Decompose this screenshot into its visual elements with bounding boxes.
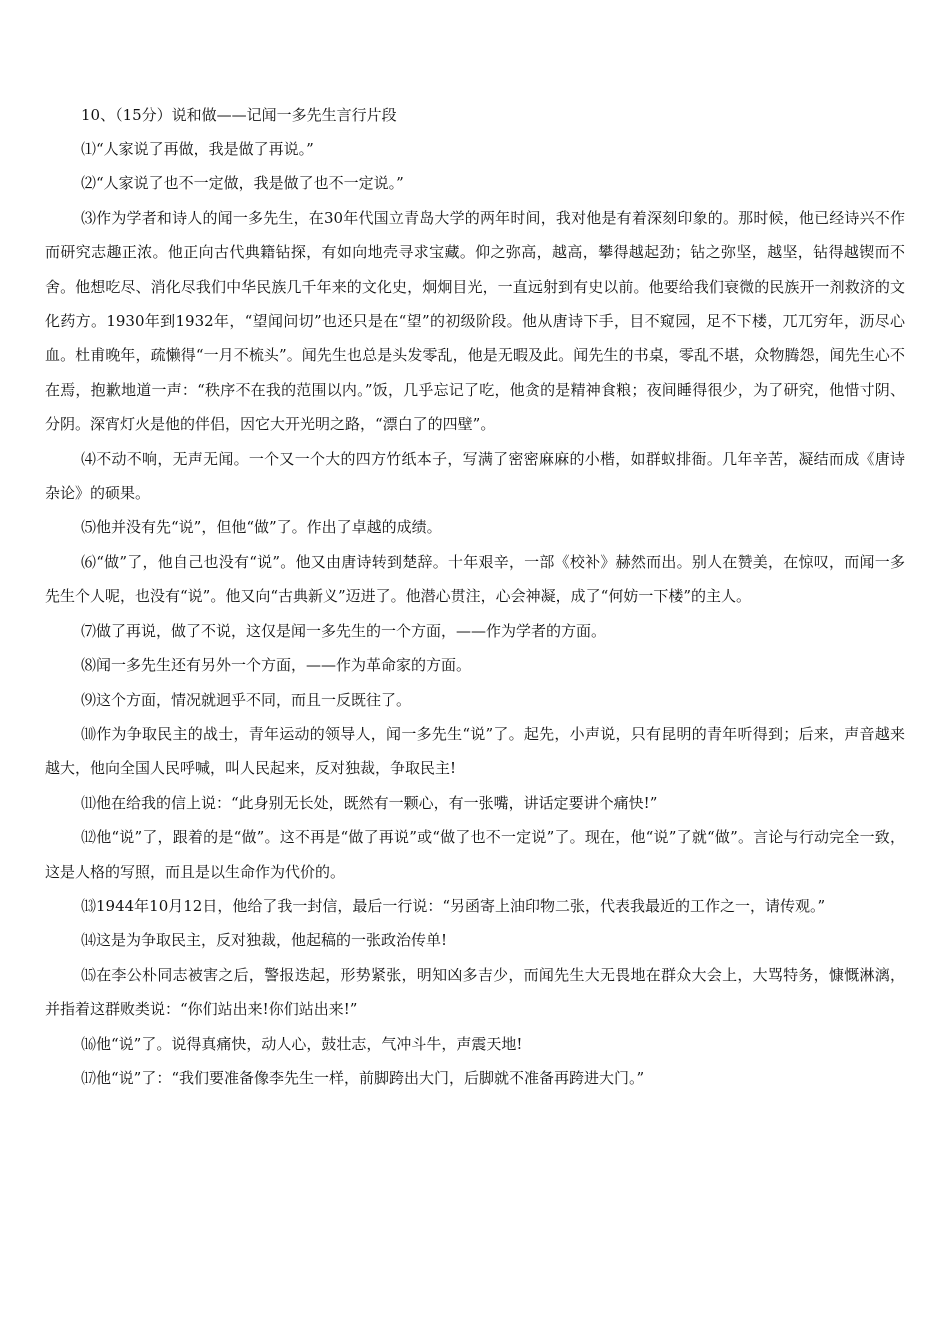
paragraph-6: ⑹“做”了，他自己也没有“说”。他又由唐诗转到楚辞。十年艰辛，一部《校补》赫然而出。别人在赞美，在惊叹，而闻一多先生个人呢，也没有“说”。他又向“古典新义”迈进了。他潜心贯注，心会神凝，成了“何妨一下楼”的主人。	[45, 552, 905, 606]
paragraph-7: ⑺做了再说，做了不说，这仅是闻一多先生的一个方面，——作为学者的方面。	[81, 621, 607, 640]
paragraph-2: ⑵“人家说了也不一定做，我是做了也不一定说。”	[81, 174, 404, 193]
paragraph-13: ⒀1944年10月12日，他给了我一封信，最后一行说：“另函寄上油印物二张，代表我最近的工作之一，请传观。”	[81, 896, 826, 915]
paragraph-15: ⒂在李公朴同志被害之后，警报迭起，形势紧张，明知凶多吉少，而闻先生大无畏地在群众大会上，大骂特务，慷慨淋漓，并指着这群败类说：“你们站出来!你们站出来!”	[45, 965, 905, 1019]
paragraph-5: ⑸他并没有先“说”，但他“做”了。作出了卓越的成绩。	[81, 518, 442, 537]
reading-passage	[45, 98, 905, 1095]
paragraph-14: ⒁这是为争取民主，反对独裁，他起稿的一张政治传单!	[81, 931, 448, 950]
paragraph-17: ⒄他“说”了：“我们要准备像李先生一样，前脚跨出大门，后脚就不准备再跨进大门。”	[81, 1068, 645, 1087]
paragraph-12: ⑿他“说”了，跟着的是“做”。这不再是“做了再说”或“做了也不一定说”了。现在，他“说”了就“做”。言论与行动完全一致，这是人格的写照，而且是以生命作为代价的。	[45, 828, 905, 881]
paragraph-8: ⑻闻一多先生还有另外一个方面，——作为革命家的方面。	[81, 656, 472, 675]
paragraph-3: ⑶作为学者和诗人的闻一多先生，在30年代国立青岛大学的两年时间，我对他是有着深刻印象的。那时候，他已经诗兴不作而研究志趣正浓。他正向古代典籍钻探，有如向地壳寻求宝藏。仰之弥高，越高，攀得越起劲；钻之弥坚，越坚，钻得越锲而不舍。他想吃尽、消化尽我们中华民族几千年来的文化史，炯炯目光，一直远射到有史以前。他要给我们衰微的民族开一剂救济的文化药方。1930年到1932年，“望闻问切”也还只是在“望”的初级阶段。他从唐诗下手，目不窥园，足不下楼，兀兀穷年，沥尽心血。杜甫晚年，疏懒得“一月不梳头”。闻先生也总是头发零乱，他是无暇及此。闻先生的书桌，零乱不堪，众物腾怨，闻先生心不在焉，抱歉地道一声：“秩序不在我的范围以内。”饭，几乎忘记了吃，他贪的是精神食粮；夜间睡得很少，为了研究，他惜寸阴、分阴。深宵灯火是他的伴侣，因它大开光明之路，“漂白了的四壁”。	[45, 208, 905, 434]
paragraph-16: ⒃他“说”了。说得真痛快，动人心，鼓壮志，气冲斗牛，声震天地!	[81, 1034, 523, 1053]
paragraph-10: ⑽作为争取民主的战士，青年运动的领导人，闻一多先生“说”了。起先，小声说，只有昆明的青年听得到；后来，声音越来越大，他向全国人民呼喊，叫人民起来，反对独裁，争取民主!	[45, 724, 905, 778]
paragraph-9: ⑼这个方面，情况就迥乎不同，而且一反既往了。	[81, 690, 412, 709]
question-title: 10、（15分）说和做——记闻一多先生言行片段	[81, 106, 397, 124]
paragraph-1: ⑴“人家说了再做，我是做了再说。”	[81, 140, 314, 158]
paragraph-11: ⑾他在给我的信上说：“此身别无长处，既然有一颗心，有一张嘴，讲话定要讲个痛快!”	[81, 793, 658, 812]
paragraph-4: ⑷不动不响，无声无闻。一个又一个大的四方竹纸本子，写满了密密麻麻的小楷，如群蚁排衙。几年辛苦，凝结而成《唐诗杂论》的硕果。	[45, 449, 905, 503]
